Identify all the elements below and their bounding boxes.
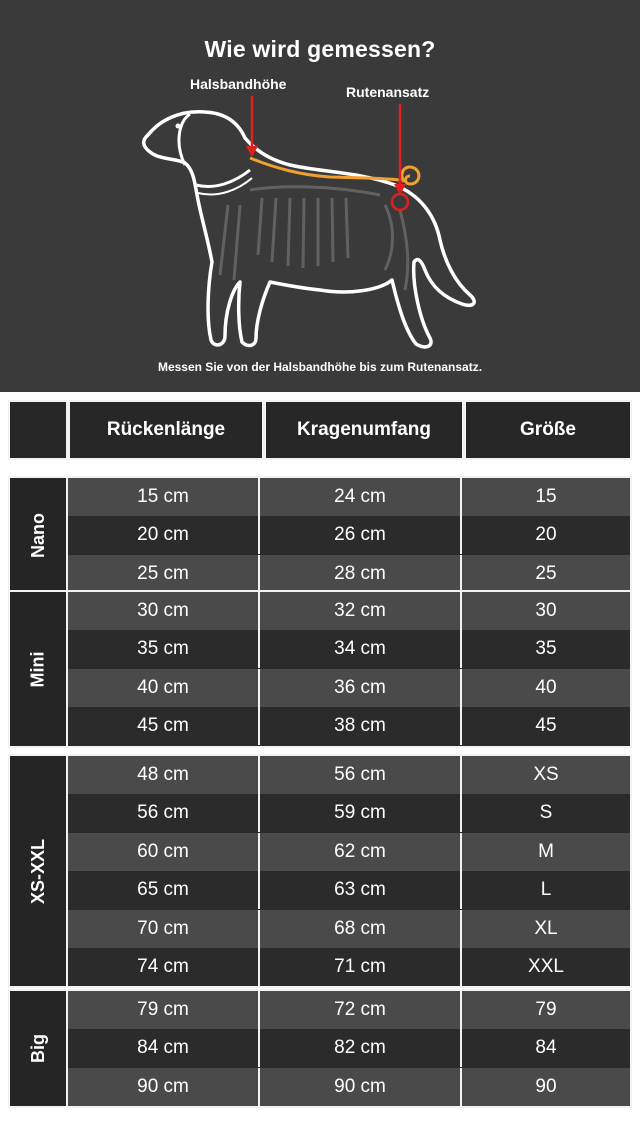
column-header-size: Größe	[464, 400, 632, 460]
back-length-cell: 15 cm	[68, 478, 260, 516]
group-label	[10, 478, 68, 593]
size-cell: XXL	[528, 956, 564, 977]
table-row	[68, 592, 630, 630]
collar-height-label: Halsbandhöhe	[190, 76, 287, 92]
size-cell: 45	[535, 715, 557, 736]
size-table	[0, 392, 640, 1124]
header-corner	[8, 400, 68, 460]
table-row	[68, 910, 630, 948]
collar-circumference-cell: 72 cm	[260, 991, 462, 1029]
back-length-cell: 40 cm	[68, 669, 260, 707]
measurement-guide-header	[0, 0, 640, 392]
size-cell: 25	[535, 563, 557, 584]
dog-measurement-illustration	[0, 0, 640, 392]
collar-circumference-cell: 59 cm	[260, 794, 462, 832]
collar-circumference-cell: 36 cm	[260, 669, 462, 707]
tail-curl	[402, 167, 419, 184]
group-label	[10, 592, 68, 746]
table-row	[68, 871, 630, 909]
back-length-cell: 60 cm	[68, 833, 260, 871]
size-cell: 20	[535, 524, 557, 545]
size-cell: 90	[535, 1076, 557, 1097]
table-row	[68, 669, 630, 707]
back-length-cell: 79 cm	[68, 991, 260, 1029]
back-length-cell: 35 cm	[68, 630, 260, 668]
table-row	[68, 756, 630, 794]
collar-circumference-cell: 34 cm	[260, 630, 462, 668]
table-row	[68, 833, 630, 871]
back-length-cell: 45 cm	[68, 707, 260, 745]
table-row	[68, 478, 630, 516]
back-length-cell: 84 cm	[68, 1029, 260, 1067]
size-cell: L	[540, 879, 552, 900]
collar-circumference-cell: 62 cm	[260, 833, 462, 871]
table-row	[68, 707, 630, 745]
collar-circumference-cell: 63 cm	[260, 871, 462, 909]
back-length-cell: 74 cm	[68, 948, 260, 986]
collar-circumference-cell: 32 cm	[260, 592, 462, 630]
collar-circumference-cell: 82 cm	[260, 1029, 462, 1067]
size-cell: 40	[535, 677, 557, 698]
table-row	[68, 630, 630, 668]
skeleton	[220, 187, 408, 290]
collar-circumference-cell: 38 cm	[260, 707, 462, 745]
back-length-cell: 48 cm	[68, 756, 260, 794]
size-cell: M	[538, 841, 554, 862]
group-label	[10, 991, 68, 1106]
table-row	[68, 555, 630, 593]
size-cell: 84	[535, 1037, 557, 1058]
back-length-cell: 20 cm	[68, 516, 260, 554]
group-label-text: Nano	[27, 513, 48, 558]
size-cell: XS	[533, 764, 559, 785]
size-cell: 35	[535, 638, 557, 659]
back-length-cell: 56 cm	[68, 794, 260, 832]
column-header-collar-circumference: Kragenumfang	[264, 400, 464, 460]
back-length-cell: 65 cm	[68, 871, 260, 909]
measurement-caption: Messen Sie von der Halsbandhöhe bis zum Rutenansatz.	[157, 360, 483, 374]
table-row	[68, 1068, 630, 1106]
back-length-cell: 70 cm	[68, 910, 260, 948]
size-cell: 15	[535, 486, 557, 507]
collar-circumference-cell: 56 cm	[260, 756, 462, 794]
table-row	[68, 991, 630, 1029]
back-length-cell: 90 cm	[68, 1068, 260, 1106]
table-row	[68, 1029, 630, 1067]
back-length-cell: 30 cm	[68, 592, 260, 630]
table-row	[68, 516, 630, 554]
eye	[176, 124, 181, 129]
table-row	[68, 948, 630, 986]
group-label	[10, 756, 68, 986]
collar-circumference-cell: 90 cm	[260, 1068, 462, 1106]
tail-base-label: Rutenansatz	[346, 84, 430, 100]
size-group-big	[8, 989, 632, 1108]
collar-arrow-head	[246, 146, 258, 157]
back-length-cell: 25 cm	[68, 555, 260, 593]
column-header-back-length: Rückenlänge	[68, 400, 264, 460]
tail-base-marker	[392, 194, 408, 210]
table-row	[68, 794, 630, 832]
collar-circumference-cell: 68 cm	[260, 910, 462, 948]
size-cell: S	[539, 802, 553, 823]
ear-outline	[179, 114, 190, 165]
collar-circumference-cell: 71 cm	[260, 948, 462, 986]
group-label-text: Big	[27, 1034, 48, 1063]
group-label-text: XS-XXL	[27, 838, 48, 904]
page-title: Wie wird gemessen?	[204, 36, 436, 62]
group-label-text: Mini	[27, 651, 48, 687]
size-cell: 30	[535, 600, 557, 621]
collar-circumference-cell: 26 cm	[260, 516, 462, 554]
size-cell: XL	[534, 918, 558, 939]
size-group-nano	[8, 476, 632, 595]
size-cell: 79	[535, 999, 557, 1020]
collar-circumference-cell: 24 cm	[260, 478, 462, 516]
size-group-xs-xxl	[8, 754, 632, 988]
size-group-mini	[8, 590, 632, 748]
dog-outline	[144, 112, 474, 347]
collar-band	[196, 170, 250, 187]
collar-circumference-cell: 28 cm	[260, 555, 462, 593]
